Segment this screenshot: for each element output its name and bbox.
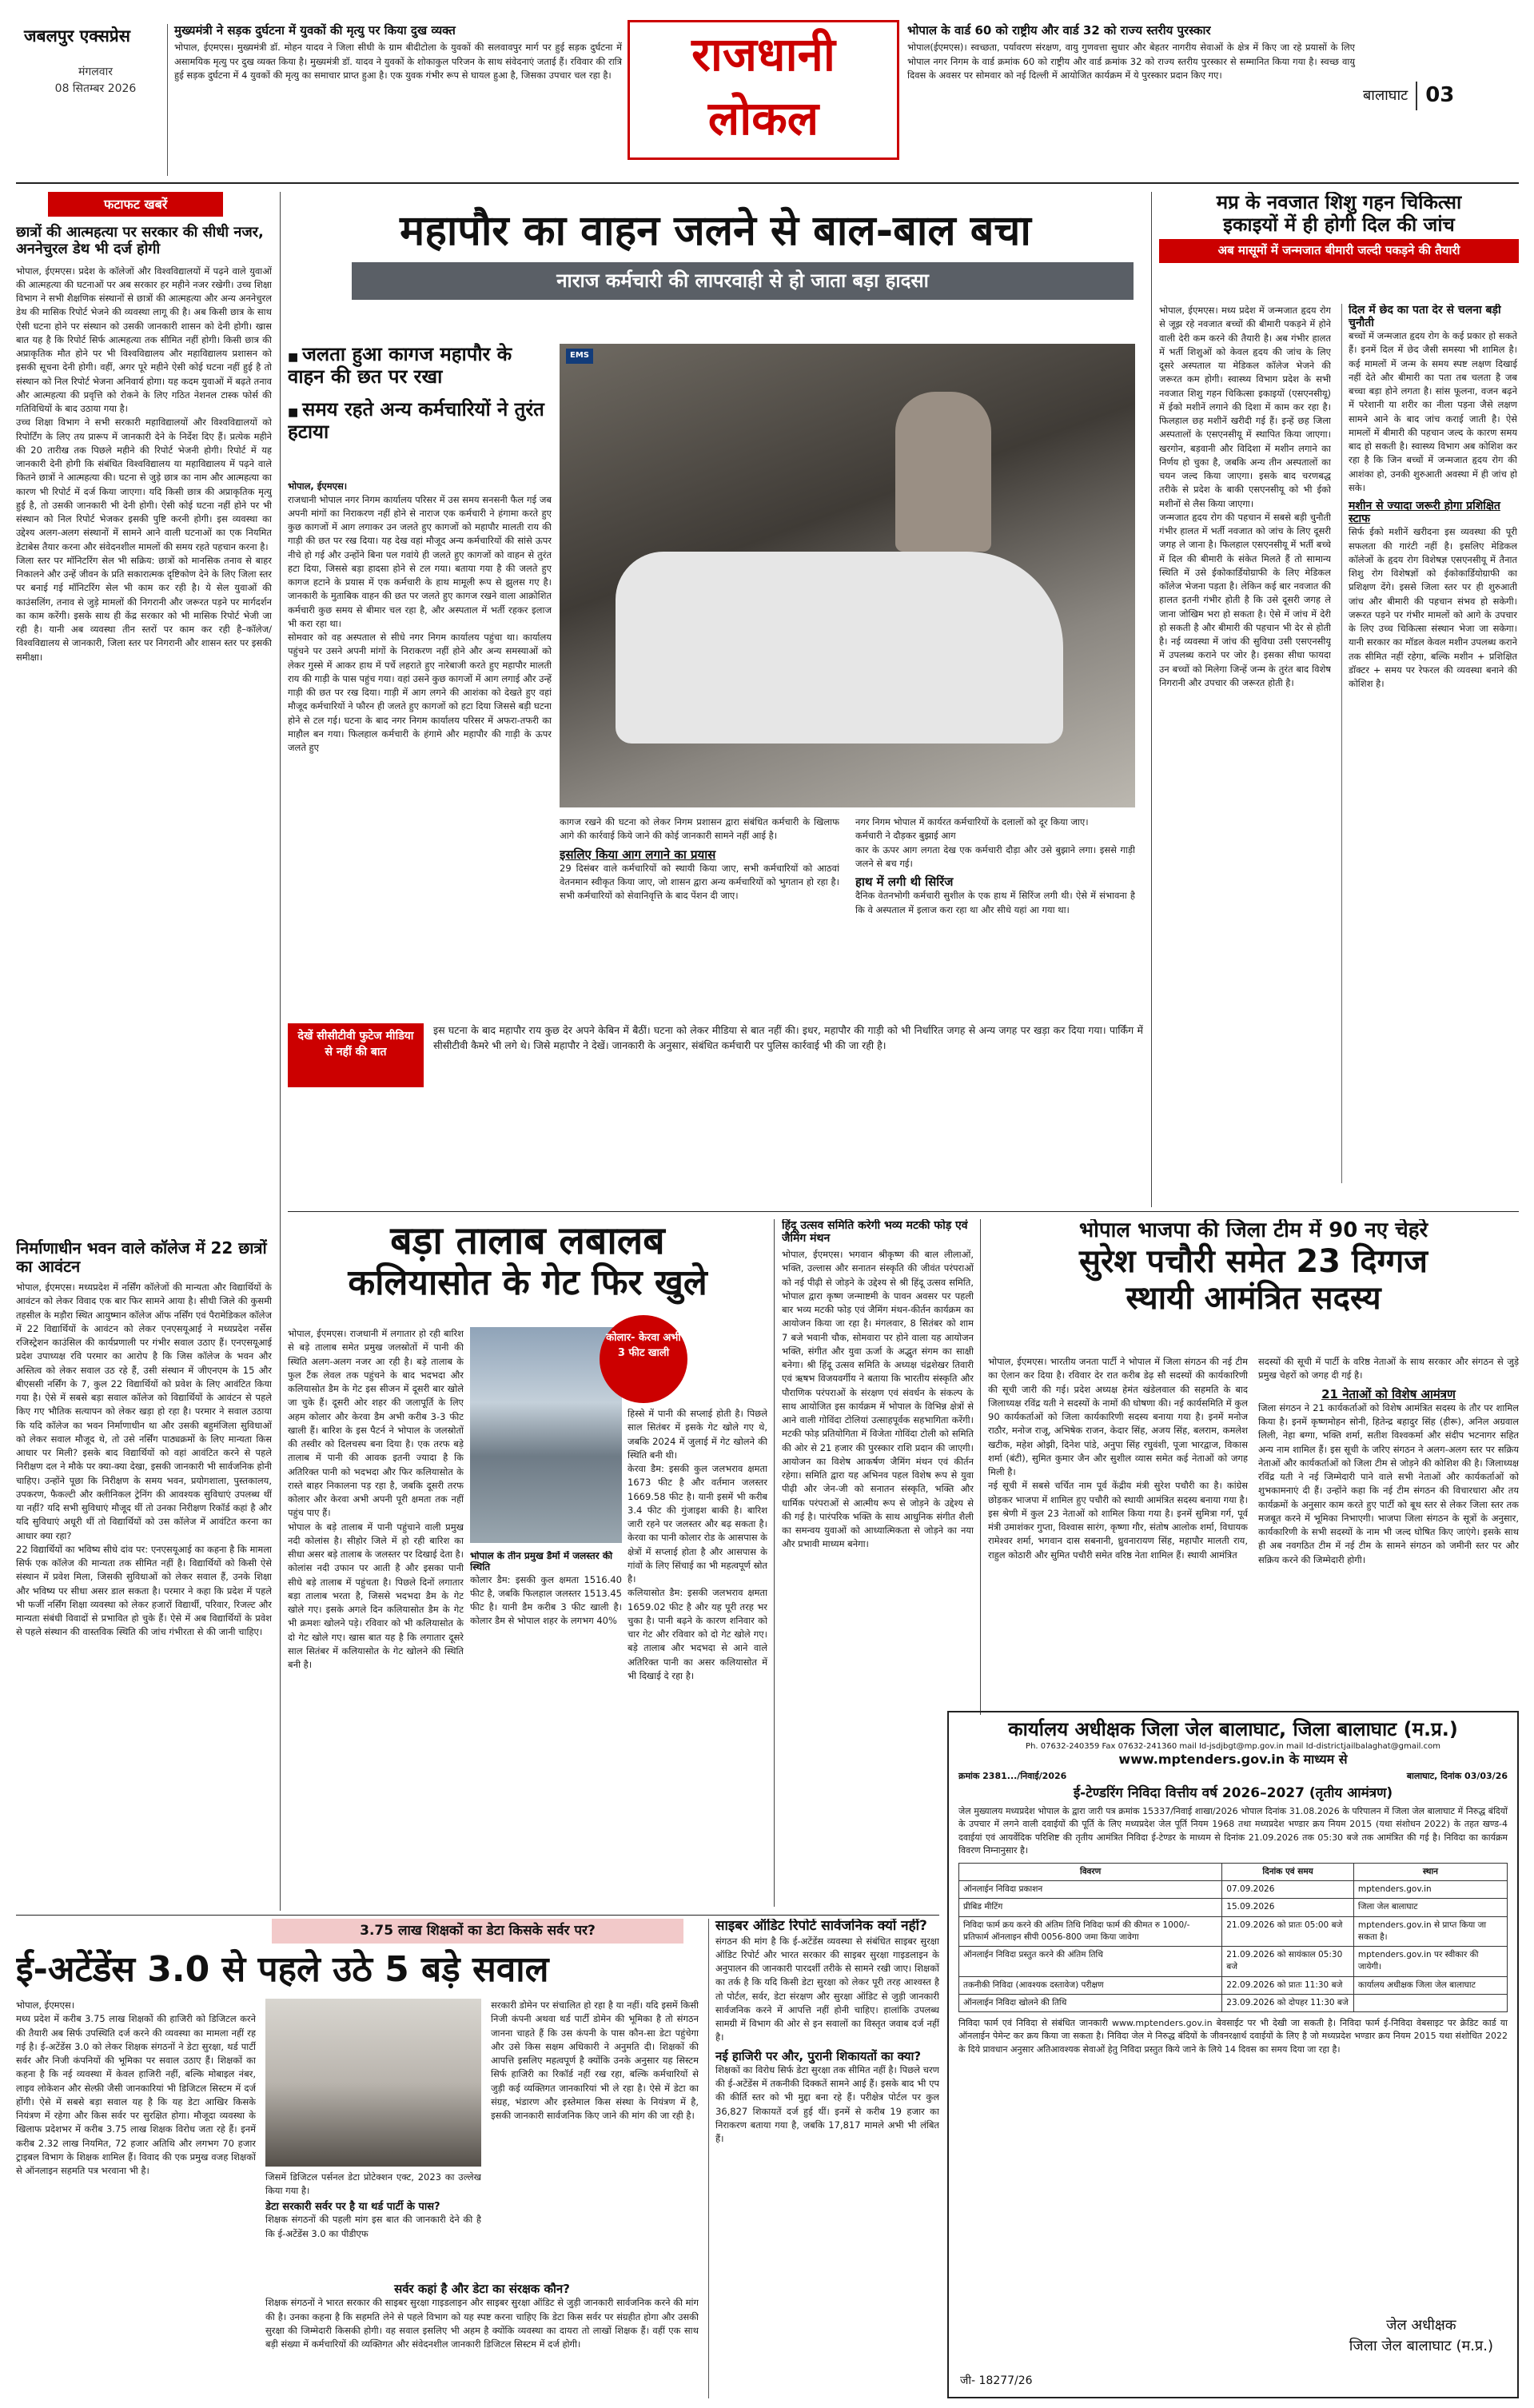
eattend-side-kicker: साइबर ऑडिट रिपोर्ट सार्वजनिक क्यों नहीं? (715, 1919, 927, 1934)
tender-cell: mptenders.gov.in (1353, 1881, 1507, 1899)
hindu-headline: हिंदू उत्सव समिति करेगी भव्य मटकी फोड़ एवं जैमिंग मंथन (782, 1219, 968, 1246)
tender-table (958, 1863, 1508, 2012)
tender-cell (1353, 1994, 1507, 2011)
section-title-line2: लोकल (707, 91, 819, 146)
eattend-bottom (265, 2282, 699, 2394)
tender-ad (947, 1711, 1519, 2398)
tender-contact: Ph. 07632-240359 Fax 07632-241360 mail Id-jsdjbgt@mp.gov.in mail Id-districtjailbalaghat@gmail.com (1026, 1741, 1440, 1751)
tender-cell: निविदा फार्म क्रय करने की अंतिम तिथि निविदा फार्म की कीमत रु 1000/- प्रतिफार्म ऑनलाइन सीपी 0056-800 जमा किया जावेगा (959, 1916, 1222, 1946)
lake-headline-2: कलियासोत के गेट फिर खुले (348, 1262, 707, 1304)
tender-cell: ऑनलाईन निविदा प्रकाशन (959, 1881, 1222, 1899)
infant-side-text1: बच्चों में जन्मजात हृदय रोग के कई प्रकार हो सकते हैं। इनमें दिल में छेद जैसी समस्या भी शामिल है। कई मामलों में जन्म के समय स्पष्ट लक्षण दिखाई नहीं देते और बीमारी का पता तब चलता है जब बच्चा बड़ा होने लगता है। सांस फूलना, वजन बढ़ने में परेशानी या शरीर का नीला पड़ना जैसे लक्षण सामने आने के बाद जांच कराई जाती है। ऐसे मामलों में बीमारी की पहचान जल्द के कारण समय बाद हो सकती है। स्वास्थ्य विभाग अब कोशिश कर रहा है कि जिन बच्चों में जन्मजात हृदय रोग की आशंका हो, उनकी शुरुआती अवस्था में ही जांच हो सके। (1349, 330, 1517, 493)
divider (1416, 82, 1417, 110)
college-story (16, 1239, 272, 1911)
eattend-photo-caption: जिसमें डिजिटल पर्सनल डेटा प्रोटेक्शन एक्ट, 2023 का उल्लेख किया गया है। (265, 2171, 481, 2197)
bjp-headline-2: स्थायी आमंत्रित सदस्य (1126, 1279, 1381, 1317)
tender-row (959, 1881, 1508, 1899)
fatafat-label: फटाफट खबरें (48, 192, 223, 217)
tender-row (959, 1994, 1508, 2011)
mayor-col2-text: कागज रखने की घटना को लेकर निगम प्रशासन द्वारा संबंधित कर्मचारी के खिलाफ आगे की कार्रवाई किये जाने की कोई जानकारी सामने नहीं आई है। (560, 816, 839, 842)
ems-tag: EMS (566, 349, 593, 364)
bjp-story (988, 1219, 1519, 1703)
mayor-col3-subhead: हाथ में लगी थी सिरिंज (855, 875, 954, 889)
eattend-side (708, 1919, 939, 2398)
tender-intro: जेल मुख्यालय मध्यप्रदेश भोपाल के द्वारा जारी पत्र क्रमांक 15337/निवाई शाखा/2026 भोपाल दिनांक 31.08.2026 के परिपालन में जिला जेल बालाघाट में निरुद्ध बंदियों के उपचार में लगने वाली दवाईयों की पूर्ति के लिए मध्यप्रदेश जेल पूर्ति नियम 1968 तथा मध्यप्रदेश भण्डार क्रय नियम 2015 (यथा संशोधन 2022) के तहत खण्ड-4 दवाईयां एवं आयर्वेदिक परिशिष्ट की तृतीय आमंत्रित निविदा ई-टेण्डर के माध्यम से दिनांक 21.09.2026 तक 05:30 बजे तक आमंत्रित की गई है। निविदा का कार्यक्रम विवरण निम्नानुसार है। (958, 1805, 1508, 1856)
tender-row (959, 1976, 1508, 1994)
tender-ref-date: बालाघाट, दिनांक 03/03/26 (1406, 1771, 1508, 1782)
tender-office: कार्यालय अधीक्षक जिला जेल बालाघाट, जिला बालाघाट (म.प्र.) (1008, 1718, 1458, 1740)
tender-title: ई-टेण्डरिंग निविदा वित्तीय वर्ष 2026–2027 (तृतीय आमंत्रण) (1073, 1785, 1393, 1802)
top-story-left-headline: मुख्यमंत्री ने सड़क दुर्घटना में युवकों की मृत्यु पर किया दुख व्यक्त (174, 23, 456, 38)
bjp-col2-subtext: जिला संगठन ने 21 कार्यकर्ताओं को विशेष आमंत्रित सदस्य के तौर पर शामिल किया है। इनमें कृष्णमोहन सोनी, हितेन्द्र बहादुर सिंह (हीरू), अनिल अग्रवाल लिली, नेहा बग्गा, भक्ति शर्मा, सतीश विश्वकर्मा और संदीप भटनागर सहित अन्य नाम शामिल हैं। इस सूची के जरिए संगठन ने अलग-अलग स्तर पर सक्रिय नेताओं और कार्यकर्ताओं को जिला टीम से जोड़ने की कोशिश की है। जिलाध्यक्ष रविंद्र यती ने नई जिम्मेदारी पाने वाले सभी नेताओं और कार्यकर्ताओं को शुभकामनाएं दी हैं। उन्होंने कहा कि नई टीम संगठन की विचारधारा और तय कार्यक्रमों के अनुसार काम करते हुए पार्टी को बूथ स्तर से लेकर जिला स्तर तक मजबूत करने में भूमिका निभाएगी। भाजपा जिला संगठन के सूत्रों के अनुसार, कार्यकारिणी के सभी सदस्यों के नाम भी जल्द घोषित किए जाएंगे। इसके साथ ही अब नवगठित टीम में नई टीम के सामने संगठन को जमीनी स्तर पर और सक्रिय करने की जिम्मेदारी होगी। (1258, 1401, 1519, 1565)
col-rule-4 (980, 1219, 981, 1715)
infant-story (1159, 192, 1519, 1207)
mayor-dateline-col (288, 480, 552, 895)
fatafat-section (16, 192, 272, 1231)
tender-ref-row (958, 1770, 1508, 1783)
eattend-kicker: 3.75 लाख शिक्षकों का डेटा किसके सर्वर पर? (272, 1919, 683, 1944)
mayor-headline: महापौर का वाहन जलने से बाल-बाल बचा (400, 207, 1031, 255)
top-story-right-headline: भोपाल के वार्ड 60 को राष्ट्रीय और वार्ड 32 को राज्य स्तरीय पुरस्कार (907, 23, 1211, 38)
lake-story (288, 1219, 767, 1899)
tender-table-header (959, 1863, 1508, 1880)
cctv-text: इस घटना के बाद महापौर राय कुछ देर अपने केबिन में बैठीं। घटना को लेकर मीडिया से बात नहीं की। इधर, महापौर की गाड़ी को भी निर्धारित जगह से अन्य जगह पर खड़ा कर दिया गया। पार्किंग में सीसीटीवी कैमरे भी लगे थे। जिसे महापौर ने देखें। जानकारी के अनुसार, संबंधित कर्मचारी पर पुलिस कार्रवाई भी की जा रही है। (433, 1024, 1143, 1051)
infant-text: भोपाल, ईएमएस। मध्य प्रदेश में जन्मजात हृदय रोग से जूझ रहे नवजात बच्चों की बीमारी पकड़ने में होने वाली देरी कम करने की तैयारी है। अब गंभीर हालत में भर्ती शिशुओं को केवल हृदय की जांच के लिए दूसरे अस्पताल या मेडिकल कॉलेज भेजने की जरूरत कम होगी। स्वास्थ्य विभाग प्रदेश के सभी नवजात शिशु गहन चिकित्सा इकाइयों (एसएनसीयू) में ईको मशीनें लगाने की दिशा में काम कर रहा है। फिलहाल छह मशीनें खरीदी गई हैं। इन्हें छह जिला अस्पतालों के एसएनसीयू में स्थापित किया जाएगा। खरगोन, बड़वानी और विदिशा में मशीन लगाने का निर्णय हो चुका है, जबकि अन्य तीन अस्पतालों का चयन जल्द किया जाएगा। इसके बाद चरणबद्ध तरीके से प्रदेश के बाकी एसएनसीयू को भी ईको मशीनों से लैस किया जाएगा। जन्मजात हृदय रोग की पहचान में सबसे बड़ी चुनौती गंभीर हालत में भर्ती नवजात को जांच के लिए दूसरी जगह ले जाना है। फिलहाल एसएनसीयू में भर्ती बच्चे में दिल की बीमारी के संकेत मिलते हैं तो सामान्य स्थिति में उसे ईकोकार्डियोग्राफी के लिए मेडिकल कॉलेज भेजना पड़ता है। लेकिन कई बार नवजात की हालत इतनी गंभीर होती है कि उसे दूसरी जगह ले जाना जोखिम भरा हो सकता है। ऐसे में जांच में देरी हो सकती है और बीमारी की पहचान भी देर से होती है। नई व्यवस्था में जांच की सुविधा उसी एसएनसीयू में उपलब्ध कराने पर जोर है। इसका सीधा फायदा उन बच्चों को मिलेगा जिन्हें जन्म के तुरंत बाद विशेष निगरानी और उपचार की जरूरत होती है। (1159, 305, 1331, 688)
mayor-col2-subhead: इसलिए किया आग लगाने का प्रयास (560, 847, 716, 862)
infant-subheadline: अब मासूमों में जन्मजात बीमारी जल्दी पकड़ने की तैयारी (1159, 239, 1519, 263)
hindu-text: भोपाल, ईएमएस। भगवान श्रीकृष्ण की बाल लीलाओं, भक्ति, उल्लास और सनातन संस्कृति की जीवंत परंपराओं को नई पीढ़ी से जोड़ने के उद्देश्य से श्री हिंदू उत्सव समिति, भोपाल द्वारा कृष्ण जन्माष्टमी के पावन अवसर पर पहली बार भव्य मटकी फोड़ एवं जैमिंग मंथन-कीर्तन कार्यक्रम का आयोजन किया जा रहा है। मंगलवार, 8 सितंबर को शाम 7 बजे भवानी चौक, सोमवारा पर होने वाला यह आयोजन भक्ति, संगीत और युवा ऊर्जा के अद्भुत संगम का साक्षी बनेगा। श्री हिंदू उत्सव समिति के अध्यक्ष चंद्रशेखर तिवारी एवं ऋषभ विजयवर्गीय ने बताया कि भारतीय संस्कृति और पौराणिक परंपराओं के संरक्षण एवं संवर्धन के संकल्प के साथ आयोजित इस कार्यक्रम में भोपाल के विभिन्न क्षेत्रों से आने वाली गोविंदा टोलियां उत्साहपूर्वक सहभागिता करेंगी। मटकी फोड़ प्रतियोगिता में विजेता गोविंदा टोली को समिति की ओर से 21 हजार की पुरस्कार राशि प्रदान की जाएगी। आयोजन का विशेष आकर्षण जैमिंग मंथन एवं कीर्तन रहेगा। समिति द्वारा यह अभिनव पहल विशेष रूप से युवा पीढ़ी और जेन-जी को सनातन संस्कृति, भक्ति और धार्मिक परंपराओं से आत्मीय रूप से जोड़ने के उद्देश्य से की गई है। पारंपरिक भक्ति के साथ आधुनिक संगीत शैली का समन्वय युवाओं को आध्यात्मिकता से जोड़ने का नया और प्रभावी माध्यम बनेगा। (782, 1249, 974, 1550)
mayor-car-photo (560, 344, 1135, 807)
tender-footer-text: निविदा फार्म एवं निविदा से संबंधित जानकारी www.mptenders.gov.in बेवसाईट पर भी देखी जा सकती है। निविदा फार्म ई-निविदा वेबसाइट पर क्रेडिट कार्ड या ऑनलाईन पेमेन्ट कर क्रय किया जा सकता है। निविदा जेल मे निरुद्ध बंदियों के जीवनरक्षार्थ दवाईयों के लिए है जो मध्यप्रदेश भण्डार क्रय नियम 2015 यथा संशोधित 2022 के दिये प्रावधान अनुसार अतिआवश्यक सेवाओं हेतु निविदा प्रस्तुत किये जाने के लिये 14 दिवस का समय दिया जा रहा है। (958, 2017, 1508, 2055)
mayor-text: राजधानी भोपाल नगर निगम कार्यालय परिसर में उस समय सनसनी फैल गई जब अपनी मांगों का निराकरण नहीं होने से नाराज एक कर्मचारी ने हंगामा करते हुए कुछ कागजों में आग लगाकर उन जलते हुए कागजों को महापौर मालती राय की गाड़ी की छत पर रख दिया। यह देख वहां मौजूद अन्य कर्मचारियों की सांसे ऊपर नीचे हो गई और उन्होंने बिना पल गवांये ही जलते हुए कागजों को वाहन से तुरंत हटा दिया, जिससे बड़ा हादसा होने से टल गया। बताया गया है की जलते हुए कागज हटाने के प्रयास में एक कर्मचारी के हाथ मामूली रूप से झुलस गए है। जानकारी के मुताबिक वाहन की छत पर जलते हुए कागज रखने वाला आक्रोशित कर्मचारी कुछ समय से बीमार चल रहा है, और अस्पताल में भर्ती रहकर इलाज भी करा रहा था। सोमवार को वह अस्पताल से सीधे नगर निगम कार्यालय पहुंचा था। कार्यालय पहुंचने पर उसने अपनी मांगों के निराकरण नहीं होने और अन्य समस्याओं को लेकर गुस्से में आकर हाथ में पर्चे लहराते हुए नारेबाजी करते हुए महापौर मालती राय की गाड़ी के पास पहुंच गया। वहां उसने कुछ कागजों में आग लगाई और उन्हें गाड़ी की छत पर रख दिया। गाड़ी में आग लगने की आशंका को देखते हुए वहां मौजूद कर्मचारियों ने फौरन ही जलते हुए कागजों को हटा दिया जिससे बड़ी घटना होने से टल गई। घटना के बाद नगर निगम कार्यालय परिसर में अफरा-तफरी का माहौल बन गया। फिलहाल कर्मचारी के हंगामे और महापौर की गाड़ी के ऊपर जलते हुए (288, 493, 552, 754)
tender-ref-no: क्रमांक 2381.../निवाई/2026 (958, 1771, 1067, 1782)
tender-cell: mptenders.gov.in पर स्वीकार की जायेगी। (1353, 1947, 1507, 1976)
eattend-story (16, 1919, 939, 2398)
top-story-left (174, 24, 622, 152)
tender-th: दिनांक एवं समय (1222, 1863, 1354, 1880)
tender-cell: 21.09.2026 को सायंकाल 05:30 बजे (1222, 1947, 1354, 1976)
lake-stats-sub: भोपाल के तीन प्रमुख डैमों में जलस्तर की स्थिति (470, 1551, 613, 1573)
mayor-bullet: ■ समय रहते अन्य कर्मचारियों ने तुरंत हटाया (288, 399, 552, 443)
tender-cell: mptenders.gov.in से प्राप्त किया जा सकता है। (1353, 1916, 1507, 1946)
fingerprint-photo (265, 1999, 481, 2167)
page-number: 03 (1425, 83, 1455, 108)
tender-th: विवरण (959, 1863, 1222, 1880)
lake-stats-text: कोलार डैम: इसकी कुल क्षमता 1516.40 फीट है, जबकि फिलहाल जलस्तर 1513.45 फीट है। यानी डैम करीब 3 फीट खाली है। कोलार डैम से भोपाल शहर के लगभग 40% (470, 1573, 622, 1627)
mayor-dateline: भोपाल, ईएमएस। (288, 480, 348, 492)
mayor-col2 (560, 815, 839, 999)
infant-headline-1: मप्र के नवजात शिशु गहन चिकित्सा (1216, 192, 1462, 213)
eattend-sub1-text: शिक्षक संगठनों की पहली मांग इस बात की जानकारी देने की है कि ई-अटेंडेंस 3.0 का पीडीएफ (265, 2214, 481, 2239)
eattend-headline: ई-अटेंडेंस 3.0 से पहले उठे 5 बड़े सवाल (16, 1948, 549, 1990)
lake-text: भोपाल, ईएमएस। राजधानी में लगातार हो रही बारिश से बड़े तालाब समेत प्रमुख जलस्रोतों में पानी की स्थिति अलग-अलग नजर आ रही है। बड़े तालाब के फुल टैंक लेवल तक पहुंचने के बाद भदभदा और कलियासोत डैम के गेट इस सीजन में दूसरी बार खोले जा चुके हैं। दूसरी ओर शहर की जलापूर्ति के लिए अहम कोलार और केरवा डैम अभी करीब 3-3 फीट खाली हैं। बारिश के इस पैटर्न ने भोपाल के जलस्रोतों की तस्वीर को दिलचस्प बना दिया है। एक तरफ बड़े तालाब में पानी की आवक इतनी ज्यादा है कि अतिरिक्त पानी को भदभदा और फिर कलियासोत के रास्ते बाहर निकालना पड़ रहा है, जबकि दूसरी तरफ कोलार और केरवा अभी अपनी पूरी क्षमता तक नहीं पहुंच पाए हैं। भोपाल के बड़े तालाब में पानी पहुंचाने वाली प्रमुख नदी कोलांस है। सीहोर जिले में हो रही बारिश का सीधा असर बड़े तालाब के जलस्तर पर दिखाई देता है। कोलांस नदी उफान पर आती है और इसका पानी सीधे बड़े तालाब में पहुंचता है। पिछले दिनों लगातार बड़ा तालाब भरता है, जिससे भदभदा डैम के गेट खोले गए। इसके अगले दिन कलियासोत डैम के गेट भी क्रमशः खोलने पड़े। रविवार को भी कलियासोत के दो गेट खोले गए। खास बात यह है कि लगातार दूसरे साल सितंबर में कलियासोत के गेट खोलने की स्थिति बनी है। (288, 1328, 464, 1670)
tender-cell: 23.09.2026 को दोपहर 11:30 बजे (1222, 1994, 1354, 2011)
masthead-rule (16, 182, 1519, 184)
tender-th: स्थान (1353, 1863, 1507, 1880)
eattend-sub1: डेटा सरकारी सर्वर पर है या थर्ड पार्टी के पास? (265, 2200, 440, 2213)
eattend-photo-caption-block (265, 2171, 481, 2274)
lake-headline-1: बड़ा तालाब लबालब (390, 1219, 665, 1263)
bjp-headline-1: सुरेश पचौरी समेत 23 दिग्गज (1079, 1242, 1428, 1280)
bjp-col2-sub: 21 नेताओं को विशेष आमंत्रण (1321, 1386, 1456, 1401)
tender-row (959, 1916, 1508, 1946)
bjp-kicker: भोपाल भाजपा की जिला टीम में 90 नए चेहरे (1078, 1219, 1428, 1242)
bjp-col2-text: सदस्यों की सूची में पार्टी के वरिष्ठ नेताओं के साथ सरकार और संगठन से जुड़े प्रमुख चेहरों को जगह दी गई है। (1258, 1356, 1519, 1381)
tender-cell: प्रीबिड मीटिंग (959, 1899, 1222, 1916)
infant-headline-2: इकाइयों में ही होगी दिल की जांच (1223, 213, 1455, 236)
tender-row (959, 1947, 1508, 1976)
city-label: बालाघाट (1363, 86, 1408, 104)
lake-col2-text: हिस्से में पानी की सप्लाई होती है। पिछले साल सितंबर में इसके गेट खोले गए थे, जबकि 2024 में जुलाई में गेट खोलने की स्थिति बनी थी। केरवा डैम: इसकी कुल जलभराव क्षमता 1673 फीट है और वर्तमान जलस्तर 1669.58 फीट है। यानी इसमें भी करीब 3.4 फीट की गुंजाइश बाकी है। बारिश जारी रहने पर जलस्तर और बढ़ सकता है। केरवा का पानी कोलार रोड के आसपास के क्षेत्रों में सप्लाई होता है और आसपास के गांवों के लिए सिंचाई का भी महत्वपूर्ण स्रोत है। कलियासोत डैम: इसकी जलभराव क्षमता 1659.02 फीट है और यह पूरी तरह भर चुका है। पानी बढ़ने के कारण शनिवार को चार गेट और रविवार को दो गेट खोले गए। बड़े तालाब और भदभदा से आने वाले अतिरिक्त पानी का असर कलियासोत में भी दिखाई दे रहा है। (628, 1408, 767, 1681)
tender-cell: 07.09.2026 (1222, 1881, 1354, 1899)
top-story-right-text: भोपाल(ईएमएस)। स्वच्छता, पर्यावरण संरक्षण, वायु गुणवत्ता सुधार और बेहतर नागरीय सेवाओं के क्षेत्र में किए जा रहे प्रयासों के लिए भोपाल नगर निगम के वार्ड क्रमांक 60 को राष्ट्रीय और वार्ड क्रमांक 32 को राज्य स्तरीय पुरस्कार से सम्मानित किया गया है। स्वच्छ वायु दिवस के अवसर पर सोमवार को नई दिल्ली में आयोजित कार्यक्रम में ये पुरस्कार प्रदान किए गए। (907, 42, 1355, 81)
eattend-side-text: संगठन की मांग है कि ई-अटेंडेंस व्यवस्था से संबंधित साइबर सुरक्षा ऑडिट रिपोर्ट और भारत सरकार की साइबर सुरक्षा गाइडलाइन के अनुपालन की जानकारी पारदर्शी तरीके से सामने रखी जाए। शिक्षकों का तर्क है कि यदि किसी डेटा सुरक्षा को लेकर पूरी तरह आश्वस्त है तो पोर्टल, सर्वर, डेटा संरक्षण और सुरक्षा ऑडिट से जुड़ी जानकारी सार्वजनिक करने में आपत्ति नहीं होनी चाहिए। हालांकि उपलब्ध सामग्री में विभाग की ओर से इन सवालों का विस्तृत जवाब दर्ज नहीं है। (715, 1935, 939, 2043)
mayor-bullets (288, 344, 552, 443)
lake-stats (470, 1551, 622, 1887)
mayor-bullet: ■ जलता हुआ कागज महापौर के वाहन की छत पर रखा (288, 344, 552, 388)
mayor-col2-subtext: 29 दिसंबर वाले कर्मचारियों को स्थायी किया जाए, सभी कर्मचारियों को आठवां वेतनमान स्वीकृत किया जाए, जो शासन द्वारा अन्य कर्मचारियों को भुगतान हो रहा है। सभी कर्मचारियों को सेवानिवृत्ति के बाद पेंशन दी जाए। (560, 862, 839, 902)
college-text: भोपाल, ईएमएस। मध्यप्रदेश में नर्सिंग कॉलेजों की मान्यता और विद्यार्थियों के आवंटन को लेकर विवाद एक बार फिर सामने आया है। सीधी जिले की कुसमी तहसील के मड़ौरा स्थित आयुष्मान कॉलेज ऑफ नर्सिंग एवं पैरामेडिकल कॉलेज में 22 विद्यार्थियों के आवंटन को लेकर एनएसयूआई ने मध्यप्रदेश नर्सेस रजिस्ट्रेशन काउंसिल की कार्यप्रणाली पर गंभीर सवाल उठाए हैं। एनएसयूआई प्रदेश उपाध्यक्ष रवि परमार का आरोप है कि जिस कॉलेज के भवन और अस्तित्व को लेकर सवाल उठ रहे हैं, उसी संस्थान में जीएनएम के 15 और बीएससी नर्सिंग के 7, कुल 22 विद्यार्थियों को प्रवेश के लिए आवंटित किया गया है। ऐसे में सबसे बड़ा सवाल कॉलेज को विद्यार्थियों के आवंटन से पहले किए गए भौतिक सत्यापन को लेकर खड़ा हो रहा है। परमार ने सवाल उठाया कि यदि कॉलेज का भवन निर्माणाधीन था और उसकी बहुमंजिला सुविधाओं को लेकर सवाल मौजूद थे, तो उसे नर्सिंग पाठ्यक्रमों के लिए मान्यता किस आधार पर मिली? इसके बाद विद्यार्थियों को वहां आवंटित करने से पहले निरीक्षण दल ने मौके पर क्या-क्या देखा, इसकी जानकारी भी सार्वजनिक होनी चाहिए। उन्होंने पूछा कि निरीक्षण के समय भवन, प्रयोगशाला, पुस्तकालय, उपकरण, फैकल्टी और क्लीनिकल ट्रेनिंग की आवश्यक सुविधाएं उपलब्ध थीं या नहीं? यदि सभी सुविधाएं मौजूद थीं तो उनका निरीक्षण रिकॉर्ड कहां है और यदि सुविधाएं अधूरी थीं तो विद्यार्थियों को उस कॉलेज में आवंटित करना का आधार क्या रहा? 22 विद्यार्थियों का भविष्य सीधे दांव पर: एनएसयूआई का कहना है कि मामला सिर्फ एक कॉलेज की मान्यता तक सीमित नहीं है। विद्यार्थियों को किसी ऐसे संस्थान में प्रवेश मिला, जिसकी सुविधाओं को लेकर सवाल हैं, उनके शिक्षा और भविष्य पर सीधा असर डाल सकता है। परमार ने कहा कि प्रदेश में पहले भी फर्जी नर्सिंग शिक्षा व्यवस्था को लेकर हजारों विद्यार्थी, परिवार, रिजल्ट और मान्यता संबंधी विवादों से प्रभावित हो चुके हैं। ऐसे में अब विद्यार्थियों के प्रवेश से पहले संस्थान की वास्तविक स्थिति की जांच गंभीरता से की जानी चाहिए। (16, 1282, 272, 1638)
mid-rule (288, 1211, 1519, 1212)
top-story-right (907, 24, 1355, 152)
hindu-story (782, 1219, 974, 1899)
paper-name: जबलपुर एक्सप्रेस (24, 26, 130, 46)
infant-side-sub2: मशीन से ज्यादा जरूरी होगा प्रशिक्षित स्टाफ (1349, 500, 1500, 526)
tender-cell: जिला जेल बालाघाट (1353, 1899, 1507, 1916)
mayor-col3-subtext: दैनिक वेतनभोगी कर्मचारी सुशील के एक हाथ में सिरिंज लगी थी। ऐसे में संभावना है कि वे अस्पताल में इलाज करा रहा था और सीधे यहां आ गया था। (855, 890, 1135, 915)
tender-row (959, 1899, 1508, 1916)
tender-cell: ऑनलाईन निविदा खोलने की तिथि (959, 1994, 1222, 2011)
section-title-line1: राजधानी (691, 27, 835, 82)
bjp-text: भोपाल, ईएमएस। भारतीय जनता पार्टी ने भोपाल में जिला संगठन की नई टीम का ऐलान कर दिया है। रविवार देर रात करीब डेढ़ सौ सदस्यों की कार्यकारिणी की सूची जारी की गई। प्रदेश अध्यक्ष हेमंत खंडेलवाल की सहमति के बाद जिलाध्यक्ष रविंद्र यती ने सदस्यों के नामों की घोषणा की। नई कार्यसमिति में कुल 90 कार्यकर्ताओं को जिला कार्यकारिणी सदस्य बनाया गया है। इनमें मनोज राठौर, मनोज राजू, अभिषेक राजन, केदार सिंह, अजय सिंह, बलराम, कमलेश खटीक, महेश ओझी, दिनेश पांडे, अनुपा सिंह रघुवंशी, पूजा भारद्वाज, विकास शर्मा (बंटी), सुमित कुमार जैन और सुशील व्यास समेत कई नेताओं को जगह मिली है। नई सूची में सबसे चर्चित नाम पूर्व केंद्रीय मंत्री सुरेश पचौरी का है। कांग्रेस छोड़कर भाजपा में शामिल हुए पचौरी को स्थायी आमंत्रित सदस्य बनाया गया है। इस श्रेणी में कुल 23 नेताओं को शामिल किया गया है। इनमें सुमित्रा गर्ग, पूर्व मंत्री उमाशंकर गुप्ता, विश्वास सारंग, कृष्णा गौर, संतोष आलोक शर्मा, विधायक रामेश्वर शर्मा, भगवान दास सबनानी, ध्रुवनारायण सिंह, महापौर मालती राय, राहुल कोठारी और सुमित पचौरी समेत वरिष्ठ नेता शामिल हैं। स्थायी आमंत्रित (988, 1356, 1248, 1561)
infant-side-sub1: दिल में छेद का पता देर से चलना बड़ी चुनौती (1349, 304, 1501, 330)
section-title-box (628, 20, 899, 160)
person-shape (895, 392, 991, 552)
bjp-col2 (1258, 1355, 1519, 1699)
bottom-rule (16, 1915, 939, 1916)
tender-website: www.mptenders.gov.in के माध्यम से (1118, 1752, 1348, 1768)
page-meta (1363, 76, 1515, 116)
cctv-row (288, 1023, 1143, 1087)
col-rule-1 (280, 192, 281, 1911)
tender-cell: 21.09.2026 को प्रातः 05:00 बजे (1222, 1916, 1354, 1946)
tender-cell: कार्यालय अधीक्षक जिला जेल बालाघाट (1353, 1976, 1507, 1994)
tender-signature (1349, 2315, 1493, 2357)
college-headline: निर्माणाधीन भवन वाले कॉलेज में 22 छात्रों का आवंटन (16, 1239, 267, 1276)
eattend-side-text2: शिक्षकों का विरोध सिर्फ डेटा सुरक्षा तक सीमित नहीं है। पिछले चरण की ई-अटेंडेंस में तकनीकी दिक्कतें सामने आई हैं। इसके बाद भी एप की कीर्ति स्तर को भी मुद्दा बना रहे हैं। परीक्षेत्र पोर्टल पर कुल 36,827 शिकायतें दर्ज हुई थीं। इनमें से करीब 19 हजार का निराकरण बताया गया है, जबकि 17,817 मामले अभी भी लंबित हैं। (715, 2063, 939, 2145)
cctv-box: देखें सीसीटीवी फुटेज मीडिया से नहीं की बात (288, 1023, 424, 1087)
mayor-col3 (855, 815, 1135, 999)
lake-badge: कोलार- केरवा अभी 3 फीट खाली (600, 1315, 687, 1403)
tender-cell: 15.09.2026 (1222, 1899, 1354, 1916)
tender-sign1: जेल अधीक्षक (1386, 2316, 1456, 2334)
tender-sign2: जिला जेल बालाघाट (म.प्र.) (1349, 2337, 1493, 2354)
tender-cell: तकनीकी निविदा (आवश्यक दस्तावेज) परीक्षण (959, 1976, 1222, 1994)
eattend-text: भोपाल, ईएमएस। मध्य प्रदेश में करीब 3.75 लाख शिक्षकों की हाजिरी को डिजिटल करने की तैयारी अब सिर्फ उपस्थिति दर्ज करने की व्यवस्था का मामला नहीं रह गई है। ई-अटेंडेंस 3.0 को लेकर शिक्षक संगठनों ने डेटा सुरक्षा, थर्ड पार्टी सर्वर और निजी कंपनियों की भूमिका पर सवाल उठाए हैं। शिक्षकों का कहना है कि नई व्यवस्था में केवल हाजिरी नहीं, बल्कि मोबाइल नंबर, लाइव लोकेशन और सेल्फ़ी जैसी जानकारियां भी डिजिटल सिस्टम में दर्ज होंगी। ऐसे में सबसे बड़ा सवाल यह है कि यह डेटा आखिर किसके नियंत्रण में रहेगा और किस सर्वर पर सुरक्षित होगा। मौजूदा व्यवस्था के खिलाफ प्रदेशभर में करीब 3.75 लाख शिक्षक विरोध जता रहे हैं। इनमें करीब 2.32 लाख नियमित, 72 हजार अतिथि और लगभग 70 हजार ट्राइबल विभाग के शिक्षक शामिल हैं। विवाद की एक प्रमुख वजह शिक्षकों से ऑनलाइन सहमति पत्र भरवाना भी है। (16, 1999, 256, 2176)
eattend-bottom-text: शिक्षक संगठनों ने भारत सरकार की साइबर सुरक्षा गाइडलाइन और साइबर सुरक्षा ऑडिट से जुड़ी जानकारी सार्वजनिक करने की मांग की है। उनका कहना है कि सहमति लेने से पहले विभाग को यह स्पष्ट करना चाहिए कि डेटा किस सर्वर पर संग्रहीत होगा और उसकी सुरक्षा की जिम्मेदारी किसकी होगी। वह सवाल इसलिए भी अहम है क्योंकि व्यवस्था का दायरा तो लाखों शिक्षक हैं। वहीं एक साथ बड़ी संख्या में कर्मचारियों की व्यक्तिगत और संवेदनशील जानकारी डिजिटल सिस्टम में दर्ज होगी। (265, 2297, 699, 2350)
date: 08 सितम्बर 2026 (54, 82, 137, 95)
infant-side (1341, 304, 1517, 1183)
paper-name-box (24, 24, 168, 176)
eattend-bottom-kicker: सर्वर कहां है और डेटा का संरक्षक कौन? (394, 2282, 570, 2296)
col-rule-3 (774, 1219, 775, 1907)
fatafat-text: भोपाल, ईएमएस। प्रदेश के कॉलेजों और विश्वविद्यालयों में पढ़ने वाले युवाओं की आत्महत्या की घटनाओं पर अब सरकार हर महीने नजर रखेगी। उच्च शिक्षा विभाग ने सभी शैक्षणिक संस्थानों से छात्रों की आत्महत्या और अन्य अननेचुरल डेथ की मासिक रिपोर्ट भेजने की व्यवस्था लागू की है। अब किसी छात्र के साथ ऐसी घटना होने पर संस्थान को उसकी जानकारी शासन को देनी होगी। खास बात यह है कि रिपोर्ट सिर्फ आत्महत्या तक सीमित नहीं होगी। किसी छात्र की अप्राकृतिक मौत होने पर भी विश्वविद्यालय और महाविद्यालय प्रशासन को इसकी सूचना देनी होगी। वहीं, अगर पूरे महीने ऐसी कोई घटना नहीं हुई है तो संस्थान को निल रिपोर्ट भेजना अनिवार्य होगा। यह कदम युवाओं में बढ़ते तनाव और आत्महत्या की प्रवृत्ति को रोकने के लिए गठित नेशनल टास्क फोर्स की गतिविधियों के बाद उठाया गया है। उच्च शिक्षा विभाग ने सभी सरकारी महाविद्यालयों और विश्वविद्यालयों को रिपोर्टिंग के लिए तय प्रारूप में जानकारी देने के निर्देश दिए हैं। प्रत्येक महीने की 20 तारीख तक पिछले महीने की रिपोर्ट भेजनी होगी। रिपोर्ट में यह जानकारी देनी होगी कि संबंधित विश्वविद्यालय या महाविद्यालय में पढ़ने वाले कितने छात्रों ने आत्महत्या की। घटना से जुड़े छात्र का नाम और आत्महत्या का कारण भी रिपोर्ट में दर्ज किया जाएगा। यदि किसी छात्र की अप्राकृतिक मृत्यु हुई है, तो उसकी जानकारी भी देनी होगी। ऐसी कोई घटना नहीं होने पर भी संस्थान को निल रिपोर्ट भेजकर इसकी पुष्टि करनी होगी। इस व्यवस्था का उद्देश्य अलग-अलग संस्थानों में सामने आने वाली घटनाओं का एक नियमित डेटाबेस तैयार करना और संवेदनशील मामलों की समय रहते पहचान करना है। जिला स्तर पर मॉनिटरिंग सेल भी सक्रिय: छात्रों को मानसिक तनाव से बाहर निकालने और उन्हें जीवन के प्रति सकारात्मक दृष्टिकोण देने के लिए जिला स्तर पर बनाई गई मॉनिटरिंग सेल भी काम कर रही है। ये सेल युवाओं की काउंसलिंग, तनाव से जुड़े मामलों की निगरानी और जरूरत पड़ने पर मार्गदर्शन का काम करेंगी। इसके साथ ही केंद्र सरकार को भी मासिक रिपोर्ट भेजी जा रही है। यानी अब व्यवस्था तीन स्तरों पर काम कर रही है–कॉलेज/विश्वविद्यालय से जानकारी, जिला स्तर पर निगरानी और शासन स्तर पर इसकी समीक्षा। (16, 265, 272, 663)
tender-cell: ऑनलाईन निविदा प्रस्तुत करने की अंतिम तिथि (959, 1947, 1222, 1976)
col-rule-2 (1151, 192, 1152, 1207)
mayor-story (288, 192, 1143, 1207)
mayor-col3-text: नगर निगम भोपाल में कार्यरत कर्मचारियों के दलालों को दूर किया जाए। कर्मचारी ने दौड़कर बुझाई आग कार के ऊपर आग लगता देख एक कर्मचारी दौड़ा और उसे बुझाने लगा। इससे गाड़ी जलने से बच गई। (855, 816, 1135, 869)
masthead (0, 0, 1534, 180)
day: मंगलवार (78, 66, 113, 79)
mayor-subheadline: नाराज कर्मचारी की लापरवाही से हो जाता बड़ा हादसा (352, 262, 1134, 300)
infant-side-text2: सिर्फ ईको मशीनें खरीदना इस व्यवस्था की पूरी सफलता की गारंटी नहीं है। इसलिए मेडिकल कॉलेजों के हृदय रोग विशेषज्ञ एसएनसीयू में तैनात शिशु रोग विशेषज्ञों को ईकोकार्डियोग्राफी का प्रशिक्षण देंगे। इससे जिला स्तर पर ही शुरुआती जांच और बीमारी की पहचान संभव हो सकेगी। जरूरत पड़ने पर गंभीर मामलों को आगे के उपचार के लिए उच्च चिकित्सा संस्थान भेजा जा सकेगा। यानी सरकार का मॉडल केवल मशीन उपलब्ध कराने तक सीमित नहीं रहेगा, बल्कि मशीन + प्रशिक्षित डॉक्टर + समय पर रेफरल की व्यवस्था बनाने की कोशिश है। (1349, 526, 1517, 690)
eattend-col2-text: सरकारी डोमेन पर संचालित हो रहा है या नहीं। यदि इसमें किसी निजी कंपनी अथवा थर्ड पार्टी डोमेन की भूमिका है तो संगठन जानना चाहते हैं कि उस कंपनी के पास कौन-सा डेटा पहुंचेगा और उसे किस सक्षम अधिकारी ने अनुमति दी। शिक्षकों की आपत्ति इसलिए महत्वपूर्ण है क्योंकि उनके अनुसार यह सिस्टम सिर्फ हाजिरी का रिकॉर्ड नहीं रख रहा, बल्कि कर्मचारियों से जुड़ी कई व्यक्तिगत जानकारियां भी ले रहा है। ऐसे में डेटा का संग्रह, भंडारण और इस्तेमाल किस संस्था के नियंत्रण में है, इसकी जानकारी सार्वजनिक किए जाने की मांग की जा रही है। (491, 1999, 699, 2121)
tender-code: जी- 18277/26 (960, 2374, 1033, 2387)
car-shape (616, 552, 1063, 744)
fatafat-headline: छात्रों की आत्महत्या पर सरकार की सीधी नजर, अननेचुरल डेथ भी दर्ज होगी (16, 224, 264, 257)
top-story-left-text: भोपाल, ईएमएस। मुख्यमंत्री डॉ. मोहन यादव ने जिला सीधी के ग्राम बीदीटोला के युवकों की सलवावपुर मार्ग पर हुई सड़क दुर्घटना में असामयिक मृत्यु पर दुख व्यक्त किया है। मुख्यमंत्री डॉ. यादव ने युवकों के शोकाकुल परिजन के साथ संवेदनाएं जताई हैं। रविवार की रात्रि हुई सड़क दुर्घटना में 4 युवकों की मृत्यु का समाचार प्राप्त हुआ है। एक युवक गंभीर रूप से घायल हुआ है, जिसका उपचार चल रहा है। (174, 42, 622, 81)
tender-cell: 22.09.2026 को प्रातः 11:30 बजे (1222, 1976, 1354, 1994)
eattend-side-sub2: नई हाजिरी पर और, पुरानी शिकायतों का क्या? (715, 2048, 922, 2063)
